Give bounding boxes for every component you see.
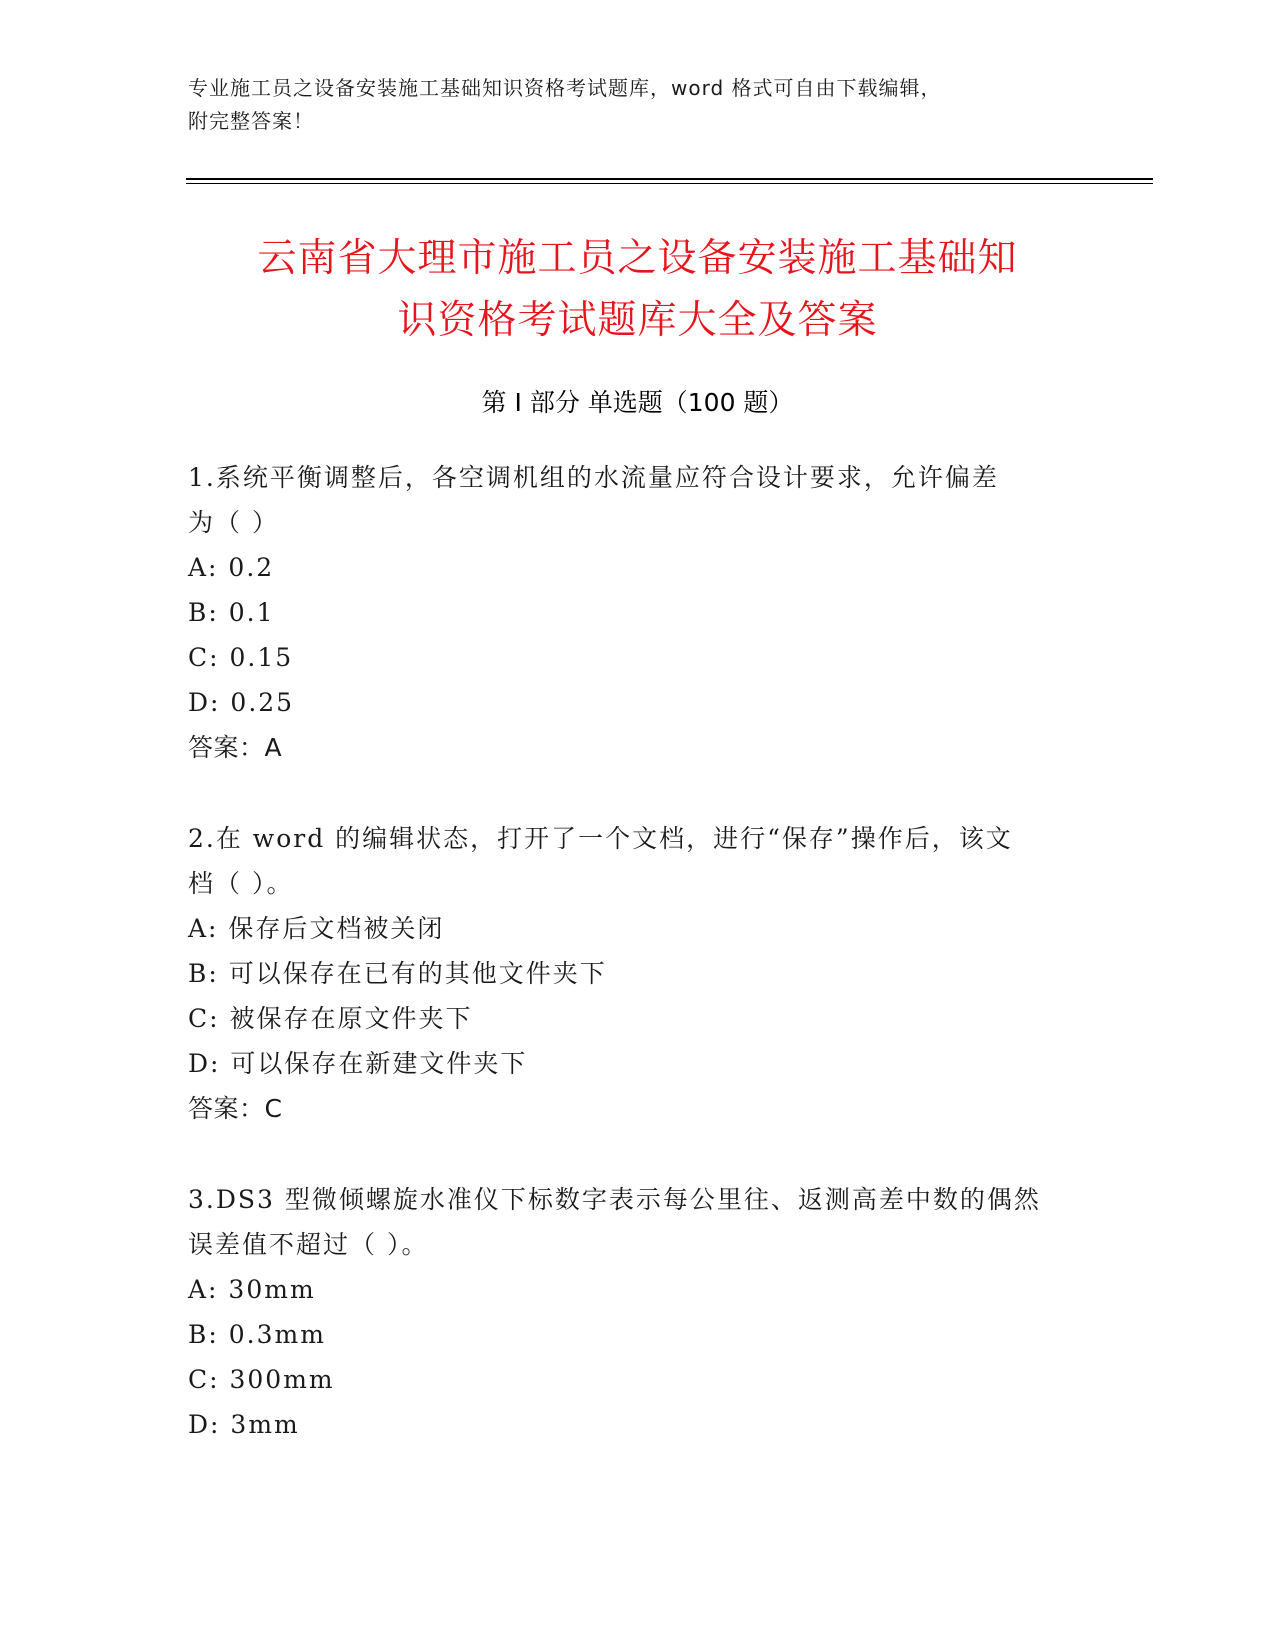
- option-b: B: 可以保存在已有的其他文件夹下: [188, 959, 607, 988]
- question-stem-line-2: 档（ ）。: [188, 869, 294, 898]
- question-2: [188, 816, 1088, 1132]
- document-title-line-2: 识资格考试题库大全及答案: [397, 298, 878, 343]
- question-stem-line-1: 2.在 word 的编辑状态，打开了一个文档，进行“保存”操作后，该文: [188, 824, 1013, 853]
- question-stem-line-1: 3.DS3 型微倾螺旋水准仪下标数字表示每公里往、返测高差中数的偶然: [188, 1185, 1041, 1214]
- part-heading: 第 I 部分 单选题（100 题）: [481, 388, 794, 417]
- question-3: [188, 1177, 1088, 1447]
- question-stem-line-2: 为（ ）: [188, 508, 279, 537]
- document-title: [120, 228, 1155, 352]
- document-title-line-1: 云南省大理市施工员之设备安装施工基础知: [257, 236, 1018, 281]
- answer-line: 答案：C: [188, 1094, 283, 1123]
- header-divider-thin: [186, 183, 1153, 184]
- option-b: B: 0.1: [188, 598, 275, 627]
- question-stem-line-1: 1.系统平衡调整后，各空调机组的水流量应符合设计要求，允许偏差: [188, 463, 999, 492]
- question-1: [188, 455, 1088, 771]
- option-a: A: 0.2: [188, 553, 275, 582]
- question-stem-line-2: 误差值不超过（ ）。: [188, 1230, 429, 1259]
- option-c: C: 300mm: [188, 1365, 335, 1394]
- header-note-line-1: 专业施工员之设备安装施工基础知识资格考试题库，word 格式可自由下载编辑，: [188, 76, 942, 100]
- option-d: D: 3mm: [188, 1410, 300, 1439]
- answer-line: 答案：A: [188, 733, 283, 762]
- option-d: D: 0.25: [188, 688, 295, 717]
- option-c: C: 被保存在原文件夹下: [188, 1004, 473, 1033]
- header-note-line-2: 附完整答案！: [188, 109, 314, 133]
- header-divider-thick: [186, 178, 1153, 180]
- option-a: A: 保存后文档被关闭: [188, 914, 445, 943]
- option-c: C: 0.15: [188, 643, 294, 672]
- header-note: [188, 72, 1088, 138]
- option-a: A: 30mm: [188, 1275, 316, 1304]
- option-d: D: 可以保存在新建文件夹下: [188, 1049, 528, 1078]
- option-b: B: 0.3mm: [188, 1320, 326, 1349]
